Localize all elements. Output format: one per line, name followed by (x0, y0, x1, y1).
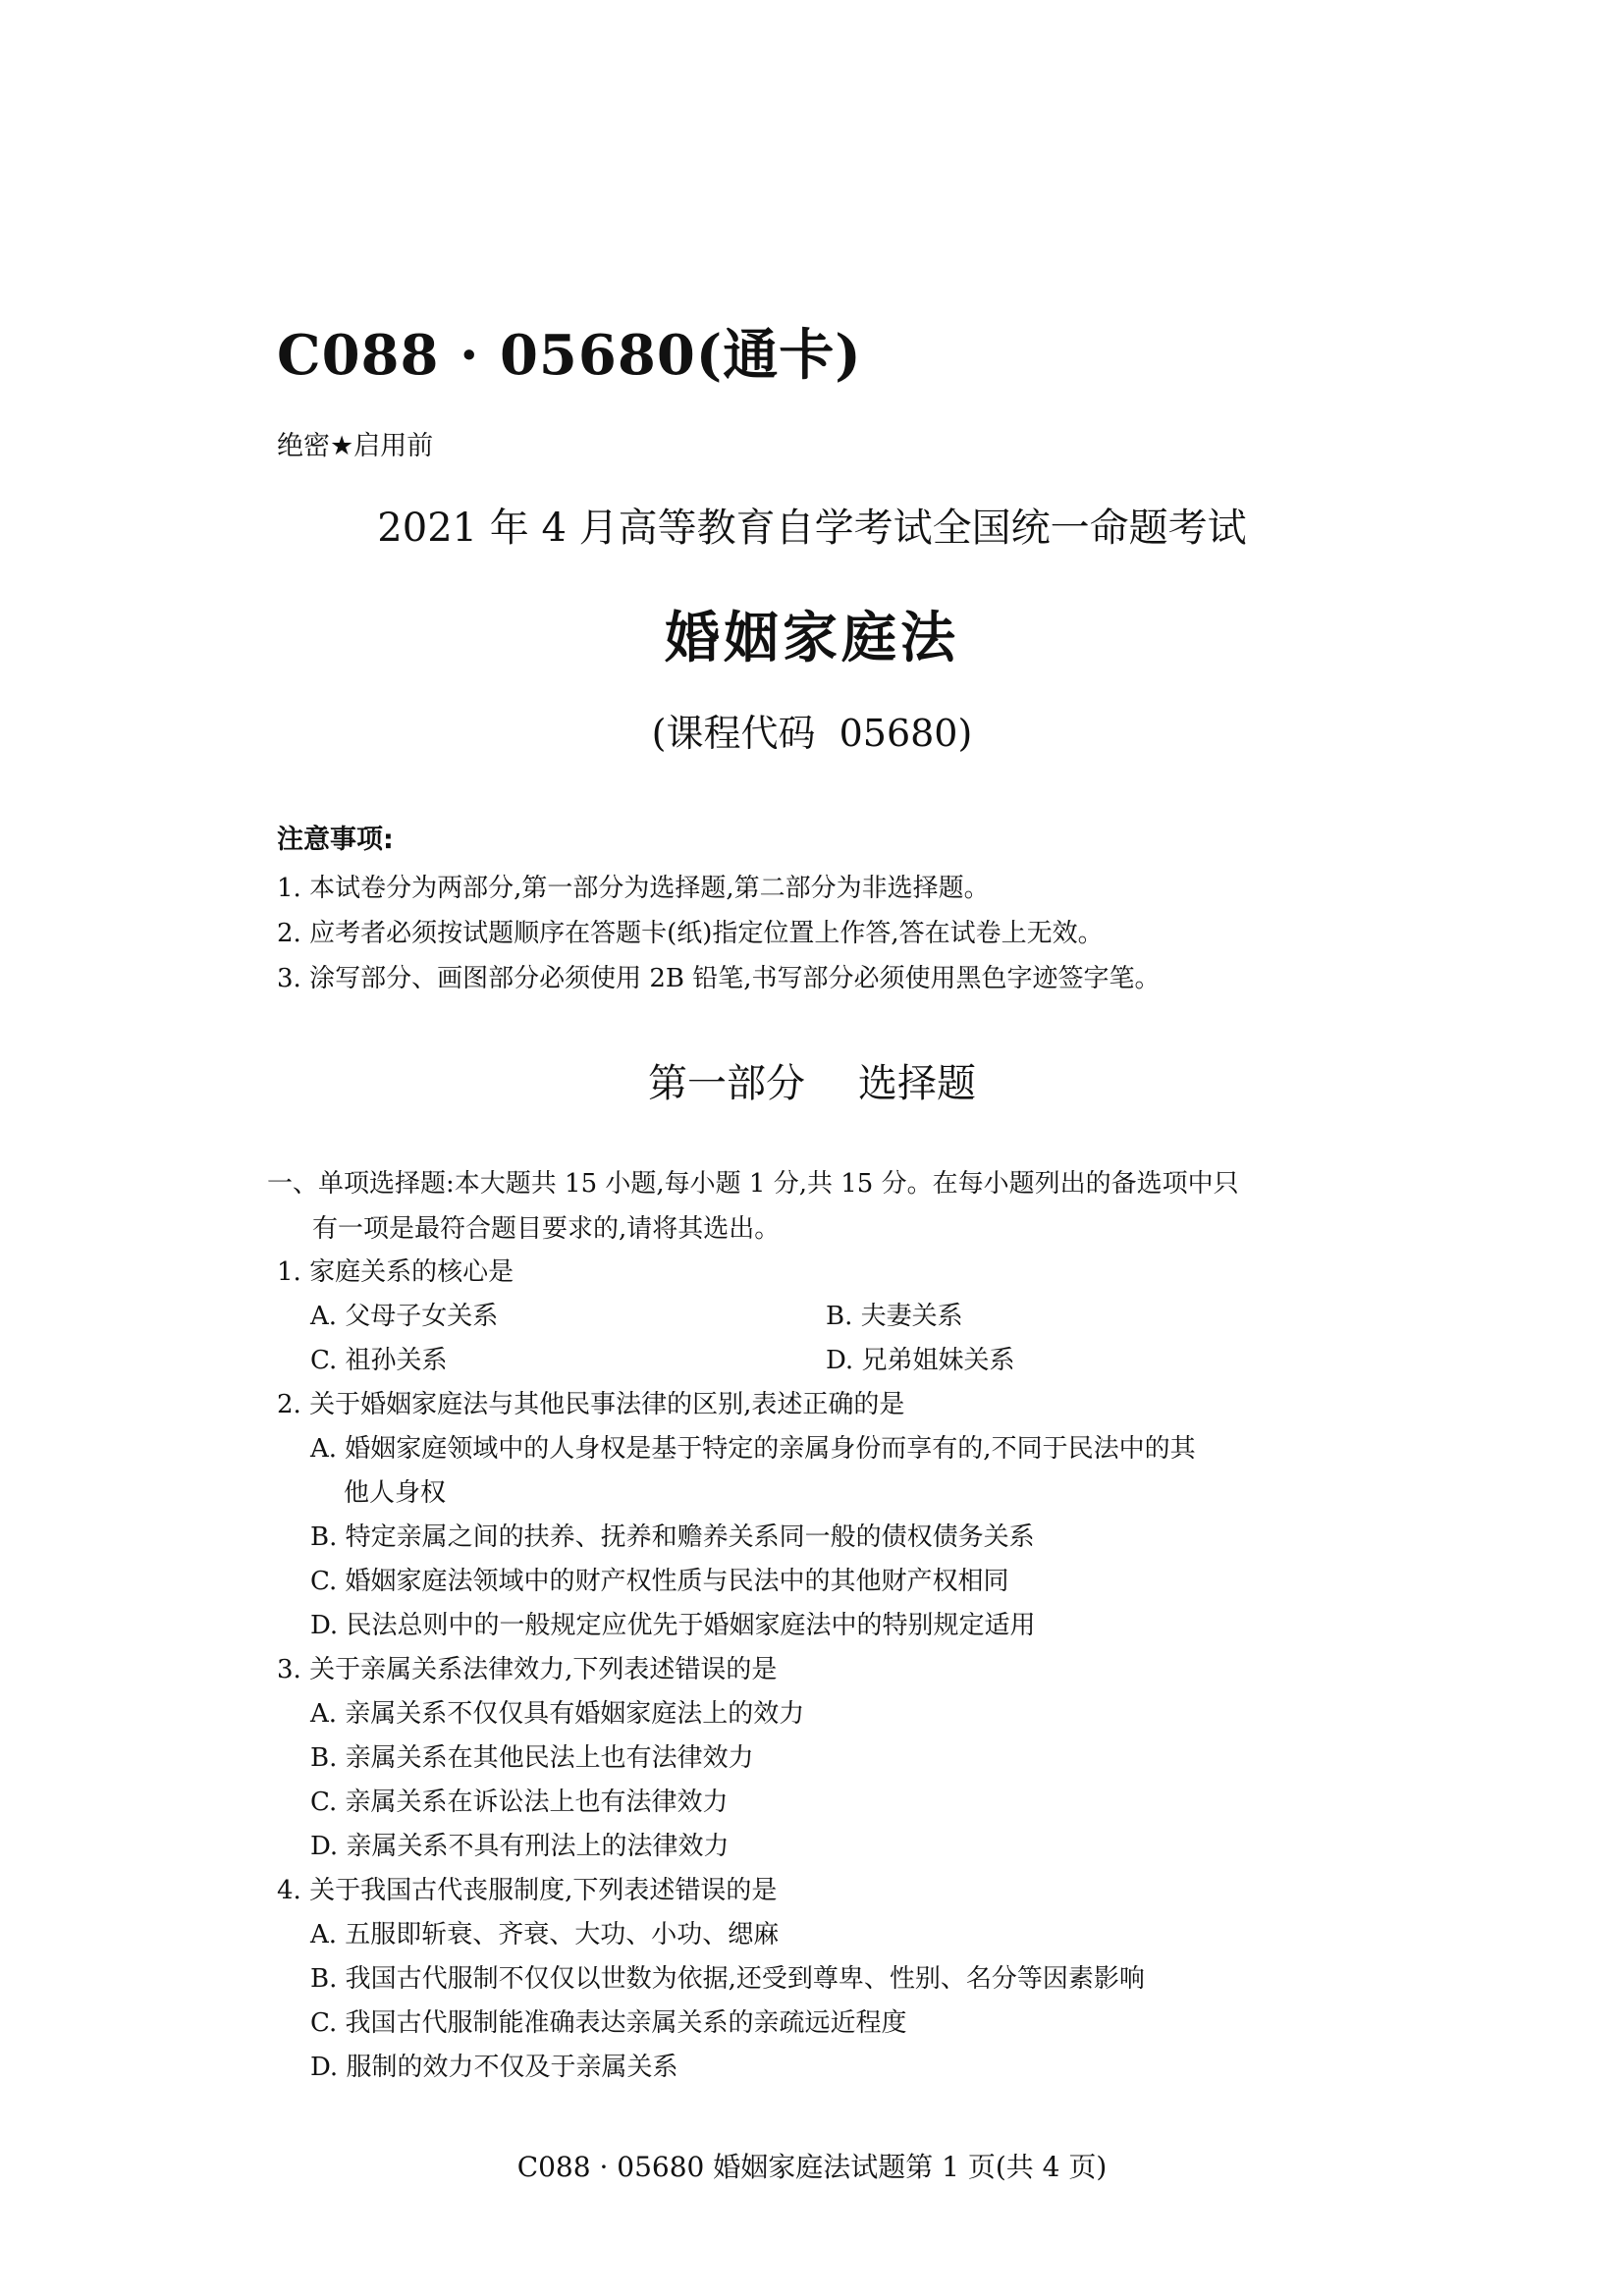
part-subtitle: 选择题 (858, 1061, 976, 1106)
option-a: A. 亲属关系不仅仅具有婚姻家庭法上的效力 (310, 1699, 805, 1729)
part-title (0, 1052, 1624, 1108)
section-line-1: 一、单项选择题:本大题共 15 小题,每小题 1 分,共 15 分。在每小题列出的备选项中只 (267, 1169, 1239, 1199)
option-c: C. 婚姻家庭法领域中的财产权性质与民法中的其他财产权相同 (310, 1567, 1009, 1596)
option-d: D. 民法总则中的一般规定应优先于婚姻家庭法中的特别规定适用 (310, 1611, 1036, 1640)
question-stem: 1. 家庭关系的核心是 (277, 1257, 514, 1287)
question-1 (277, 1251, 1416, 1383)
option-d: D. 服制的效力不仅及于亲属关系 (310, 2053, 678, 2082)
notes-item: 2. 应考者必须按试题顺序在答题卡(纸)指定位置上作答,答在试卷上无效。 (277, 919, 1104, 948)
notes-heading: 注意事项: (277, 825, 394, 855)
paper-code-title: C088 · 05680(通卡) (277, 323, 862, 388)
option-b: B. 亲属关系在其他民法上也有法律效力 (310, 1743, 754, 1773)
section-instructions (267, 1161, 1406, 1252)
option-c: C. 我国古代服制能准确表达亲属关系的亲疏远近程度 (310, 2008, 907, 2038)
question-stem: 2. 关于婚姻家庭法与其他民事法律的区别,表述正确的是 (277, 1390, 905, 1419)
option-row (277, 1339, 1416, 1383)
option-a: A. 婚姻家庭领域中的人身权是基于特定的亲属身份而享有的,不同于民法中的其 (310, 1434, 1196, 1464)
part-name: 第一部分 (648, 1061, 805, 1106)
option-c: C. 祖孙关系 (310, 1346, 448, 1375)
notes-list (277, 866, 1161, 1001)
course-code-label: (课程代码 (651, 712, 816, 755)
course-code (0, 703, 1624, 757)
option-d: D. 亲属关系不具有刑法上的法律效力 (310, 1832, 730, 1861)
notes-item: 1. 本试卷分为两部分,第一部分为选择题,第二部分为非选择题。 (277, 874, 990, 903)
option-b: B. 特定亲属之间的扶养、抚养和赡养关系同一般的债权债务关系 (310, 1522, 1035, 1552)
subject-title: 婚姻家庭法 (665, 606, 959, 670)
option-row (277, 1295, 1416, 1339)
question-stem: 4. 关于我国古代丧服制度,下列表述错误的是 (277, 1876, 778, 1905)
option-b: B. 夫妻关系 (826, 1302, 963, 1331)
course-code-value: 05680) (839, 712, 973, 755)
page-footer: C088 · 05680 婚姻家庭法试题第 1 页(共 4 页) (516, 2151, 1108, 2183)
notes-item: 3. 涂写部分、画图部分必须使用 2B 铅笔,书写部分必须使用黑色字迹签字笔。 (277, 964, 1161, 993)
option-b: B. 我国古代服制不仅仅以世数为依据,还受到尊卑、性别、名分等因素影响 (310, 1964, 1145, 1994)
option-d: D. 兄弟姐妹关系 (826, 1346, 1015, 1375)
secret-mark: 绝密★启用前 (277, 431, 434, 461)
question-2 (277, 1383, 1416, 1648)
option-a-continued: 他人身权 (344, 1478, 447, 1508)
option-a: A. 五服即斩衰、齐衰、大功、小功、缌麻 (310, 1920, 780, 1949)
question-stem: 3. 关于亲属关系法律效力,下列表述错误的是 (277, 1655, 778, 1684)
exam-title: 2021 年 4 月高等教育自学考试全国统一命题考试 (377, 506, 1247, 551)
question-list (277, 1251, 1416, 2090)
option-c: C. 亲属关系在诉讼法上也有法律效力 (310, 1788, 729, 1817)
question-4 (277, 1869, 1416, 2090)
section-line-2: 有一项是最符合题目要求的,请将其选出。 (312, 1214, 781, 1244)
question-3 (277, 1648, 1416, 1869)
option-a: A. 父母子女关系 (310, 1302, 499, 1331)
